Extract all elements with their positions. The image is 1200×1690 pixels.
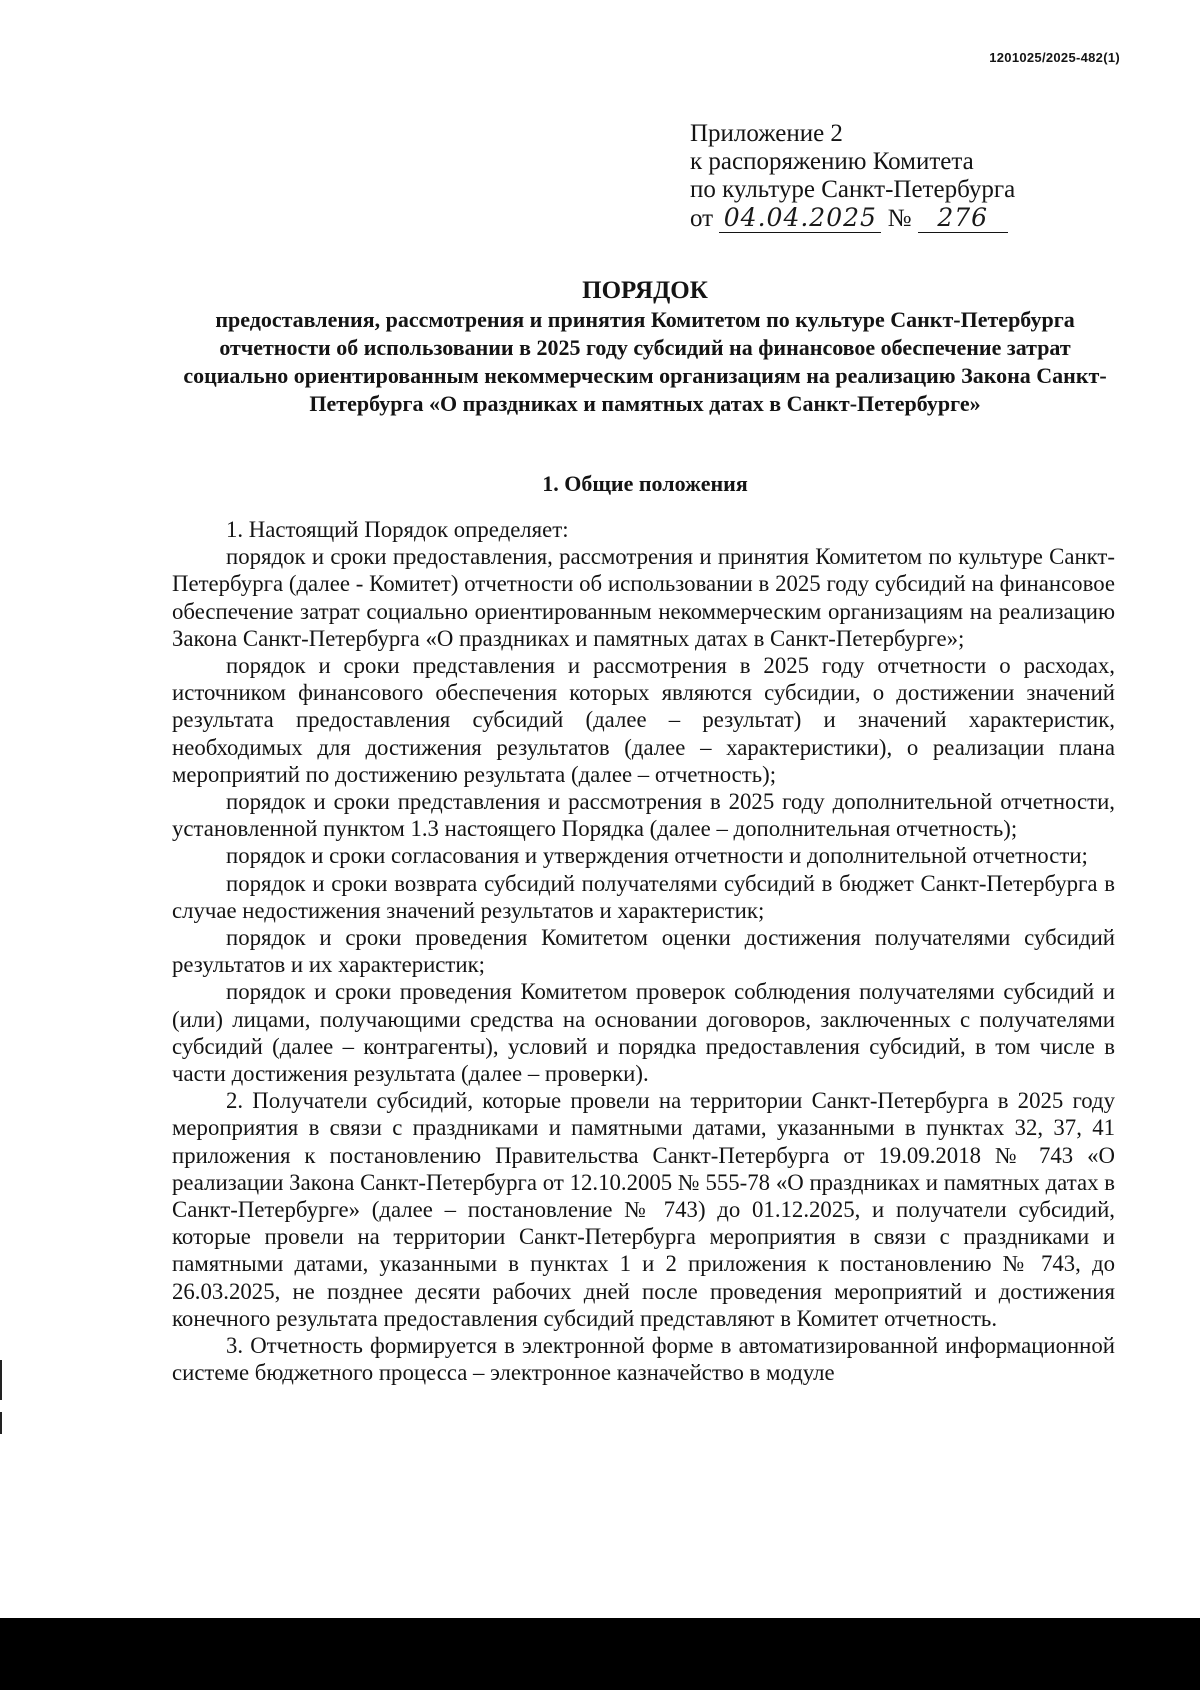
paragraph: порядок и сроки проведения Комитетом оценки достижения получателями субсидий результатов и их характеристик; [172, 925, 1115, 978]
from-label: от [690, 205, 714, 232]
scan-edge-mark [0, 1360, 2, 1400]
paragraph: порядок и сроки проведения Комитетом проверок соблюдения получателями субсидий и (или) лицами, получающими средства на основании договоров, заключенных с получателями субсидий (далее – контрагенты), условий и порядка предоставления субсидий, в том числе в части достижения результата (далее – проверки). [172, 979, 1115, 1087]
paragraph: 3. Отчетность формируется в электронной форме в автоматизированной информационной системе бюджетного процесса – электронное казначейство в модуле [172, 1333, 1115, 1386]
document-registration-code: 1201025/2025-482(1) [989, 50, 1120, 65]
paragraph: 2. Получатели субсидий, которые провели на территории Санкт-Петербурга в 2025 году мероприятия в связи с праздниками и памятными датами, указанными в пунктах 32, 37, 41 приложения к постановлению Правительства Санкт-Петербурга от 19.09.2018 № 743 «О реализации Закона Санкт-Петербурга от 12.10.2005 № 555-78 «О праздниках и памятных датах в Санкт-Петербурге» (далее – постановление № 743) до 01.12.2025, и получатели субсидий, которые провели на территории Санкт-Петербурга мероприятия в связи с праздниками и памятными датами, указанными в пунктах 1 и 2 приложения к постановлению № 743, до 26.03.2025, не позднее десяти рабочих дней после проведения мероприятий и достижения конечного результата предоставления субсидий представляют в Комитет отчетность. [172, 1088, 1115, 1331]
document-body [172, 516, 1115, 1387]
paragraph: порядок и сроки предоставления, рассмотрения и принятия Комитетом по культуре Санкт-Петербурга (далее - Комитет) отчетности об использовании в 2025 году субсидий на финансовое обеспечение затрат социально ориентированным некоммерческим организациям на реализацию Закона Санкт-Петербурга «О праздниках и памятных датах в Санкт-Петербурге»; [172, 544, 1115, 651]
scan-edge-mark [0, 1412, 2, 1434]
paragraph: порядок и сроки возврата субсидий получателями субсидий в бюджет Санкт-Петербурга в случае недостижения значений результатов и характеристик; [172, 870, 1115, 923]
paragraph: порядок и сроки представления и рассмотрения в 2025 году дополнительной отчетности, установленной пунктом 1.3 настоящего Порядка (далее – дополнительная отчетность); [172, 789, 1115, 842]
appendix-line: Приложение 2 [690, 120, 843, 147]
document-title: ПОРЯДОК [582, 277, 708, 304]
handwritten-number: 276 [918, 204, 1008, 233]
appendix-line: по культуре Санкт-Петербурга [690, 176, 1016, 203]
paragraph: порядок и сроки согласования и утверждения отчетности и дополнительной отчетности; [226, 843, 1088, 869]
section-title: 1. Общие положения [542, 471, 748, 496]
number-label: № [887, 205, 912, 232]
handwritten-date: 04.04.2025 [719, 204, 881, 233]
appendix-date-number-line [690, 204, 1015, 233]
scan-border [0, 1618, 1200, 1690]
document-subtitle: предоставления, рассмотрения и принятия Комитетом по культуре Санкт-Петербурга отчетности об использовании в 2025 году субсидий на финансовое обеспечение затрат социально ориентированным некоммерческим организациям на реализацию Закона Санкт-Петербурга «О праздниках и памятных датах в Санкт-Петербурге» [183, 307, 1107, 416]
appendix-header [690, 120, 1015, 233]
paragraph: 1. Настоящий Порядок определяет: [226, 517, 569, 542]
paragraph: порядок и сроки представления и рассмотрения в 2025 году отчетности о расходах, источником финансового обеспечения которых являются субсидии, о достижении значений результата предоставления субсидий (далее – результат) и значений характеристик, необходимых для достижения результатов (далее – характеристики), о реализации плана мероприятий по достижению результата (далее – отчетность); [172, 653, 1115, 787]
document-title-block [170, 276, 1120, 418]
appendix-line: к распоряжению Комитета [690, 148, 974, 175]
